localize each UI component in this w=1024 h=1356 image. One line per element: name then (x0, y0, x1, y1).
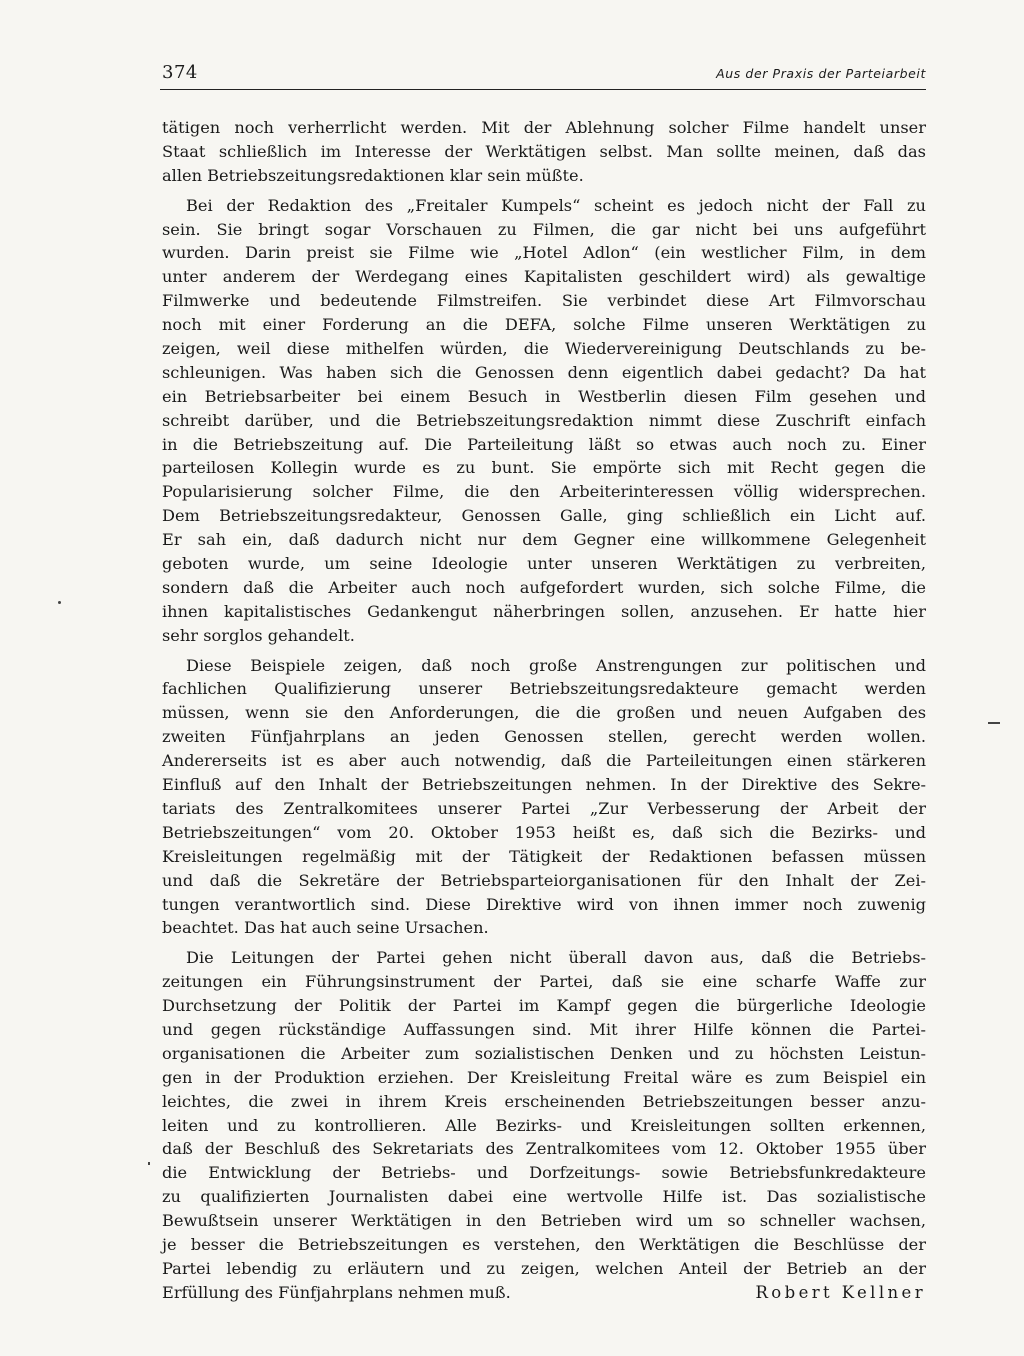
text-line: Einfluß auf den Inhalt der Betriebszeitungen nehmen. In der Direktive des Sekre- (162, 775, 926, 795)
text-line: tungen verantwortlich sind. Diese Direktive wird von ihnen immer noch zuwenig (162, 894, 926, 914)
paragraph (162, 194, 926, 648)
text-line: organisationen die Arbeiter zum sozialistischen Denken und zu höchsten Leistun- (162, 1043, 926, 1063)
text-line: sondern daß die Arbeiter auch noch aufgefordert wurden, sich solche Filme, die (162, 577, 926, 597)
text-line: schreibt darüber, und die Betriebszeitungsredaktion nimmt diese Zuschrift einfach (162, 410, 926, 430)
text-line: Staat schließlich im Interesse der Werktätigen selbst. Man sollte meinen, daß das (162, 141, 926, 161)
text-line: fachlichen Qualifizierung unserer Betriebszeitungsredakteure gemacht werden (162, 679, 926, 699)
text-line: beachtet. Das hat auch seine Ursachen. (162, 918, 489, 938)
text-line: zeigen, weil diese mithelfen würden, die Wiedervereinigung Deutschlands zu be- (162, 339, 926, 359)
margin-dash (988, 722, 1000, 724)
page-number: 374 (162, 62, 198, 83)
text-line: ein Betriebsarbeiter bei einem Besuch in Westberlin diesen Film gesehen und (162, 386, 926, 406)
text-line: unter anderem der Werdegang eines Kapitalisten geschildert wird) als gewaltige (162, 267, 926, 287)
text-line: Dem Betriebszeitungsredakteur, Genossen Galle, ging schließlich ein Licht auf. (162, 506, 926, 526)
text-line: die Entwicklung der Betriebs- und Dorfzeitungs- sowie Betriebsfunkredakteure (162, 1163, 926, 1183)
text-line: Andererseits ist es aber auch notwendig, daß die Parteileitungen einen stärkeren (162, 751, 926, 771)
text-line: Popularisierung solcher Filme, die den Arbeiterinteressen völlig widersprechen. (162, 482, 926, 502)
page-header (162, 62, 926, 92)
text-line: allen Betriebszeitungsredaktionen klar sein müßte. (162, 165, 584, 185)
text-line: und gegen rückständige Auffassungen sind. Mit ihrer Hilfe können die Partei- (162, 1019, 926, 1039)
running-title: Aus der Praxis der Parteiarbeit (716, 66, 926, 81)
text-line: ihnen kapitalistisches Gedankengut näherbringen sollen, anzusehen. Er hatte hier (162, 601, 926, 621)
text-line: tariats des Zentralkomitees unserer Partei „Zur Verbesserung der Arbeit der (162, 798, 926, 818)
text-line: und daß die Sekretäre der Betriebsparteiorganisationen für den Inhalt der Zei- (162, 870, 926, 890)
text-line: Er sah ein, daß dadurch nicht nur dem Gegner eine willkommene Gelegenheit (162, 530, 926, 550)
paragraph (162, 946, 926, 1304)
text-line: geboten wurde, um seine Ideologie unter unseren Werktätigen zu verbreiten, (162, 554, 926, 574)
header-rule (160, 89, 926, 90)
text-line: daß der Beschluß des Sekretariats des Zentralkomitees vom 12. Oktober 1955 über (162, 1139, 926, 1159)
paragraph (162, 116, 926, 188)
text-line: Bewußtsein unserer Werktätigen in den Betrieben wird um so schneller wachsen, (162, 1211, 926, 1231)
text-line: zeitungen ein Führungsinstrument der Partei, daß sie eine scharfe Waffe zur (162, 972, 926, 992)
text-line: Bei der Redaktion des „Freitaler Kumpels“ scheint es jedoch nicht der Fall zu (186, 195, 926, 215)
closing-line (162, 1281, 926, 1305)
text-line: sein. Sie bringt sogar Vorschauen zu Filmen, die gar nicht bei uns aufgeführt (162, 219, 926, 239)
text-line: leiten und zu kontrollieren. Alle Bezirks- und Kreisleitungen sollten erkennen, (162, 1115, 926, 1135)
text-line: Diese Beispiele zeigen, daß noch große Anstrengungen zur politischen und (186, 655, 926, 675)
author-signature: Robert Kellner (755, 1282, 926, 1302)
text-line: in die Betriebszeitung auf. Die Parteileitung läßt so etwas auch noch zu. Einer (162, 434, 926, 454)
text-line: Betriebszeitungen“ vom 20. Oktober 1953 heißt es, daß sich die Bezirks- und (162, 822, 926, 842)
margin-speck (58, 601, 61, 604)
text-line: tätigen noch verherrlicht werden. Mit der Ablehnung solcher Filme handelt unser (162, 118, 926, 137)
text-line: noch mit einer Forderung an die DEFA, solche Filme unseren Werktätigen zu (162, 315, 926, 335)
paragraph (162, 654, 926, 941)
text-line: sehr sorglos gehandelt. (162, 625, 355, 645)
article-body (162, 116, 926, 1305)
text-line: wurden. Darin preist sie Filme wie „Hotel Adlon“ (ein westlicher Film, in dem (162, 243, 926, 263)
text-line: Filmwerke und bedeutende Filmstreifen. Sie verbindet diese Art Filmvorschau (162, 291, 926, 311)
text-line: Durchsetzung der Politik der Partei im Kampf gegen die bürgerliche Ideologie (162, 996, 926, 1016)
text-line: zu qualifizierten Journalisten dabei eine wertvolle Hilfe ist. Das sozialistische (162, 1187, 926, 1207)
text-line: gen in der Produktion erziehen. Der Kreisleitung Freital wäre es zum Beispiel ein (162, 1067, 926, 1087)
text-line: je besser die Betriebszeitungen es verstehen, den Werktätigen die Beschlüsse der (162, 1234, 926, 1254)
text-line: Erfüllung des Fünfjahrplans nehmen muß. (162, 1282, 511, 1302)
text-line: Kreisleitungen regelmäßig mit der Tätigkeit der Redaktionen befassen müssen (162, 846, 926, 866)
margin-speck (148, 1162, 150, 1165)
text-line: Die Leitungen der Partei gehen nicht überall davon aus, daß die Betriebs- (186, 948, 926, 968)
text-line: leichtes, die zwei in ihrem Kreis erscheinenden Betriebszeitungen besser anzu- (162, 1091, 926, 1111)
text-line: Partei lebendig zu erläutern und zu zeigen, welchen Anteil der Betrieb an der (162, 1258, 926, 1278)
text-line: parteilosen Kollegin wurde es zu bunt. Sie empörte sich mit Recht gegen die (162, 458, 926, 478)
text-line: zweiten Fünfjahrplans an jeden Genossen stellen, gerecht werden wollen. (162, 727, 926, 747)
text-line: müssen, wenn sie den Anforderungen, die die großen und neuen Aufgaben des (162, 703, 926, 723)
text-line: schleunigen. Was haben sich die Genossen denn eigentlich dabei gedacht? Da hat (162, 362, 926, 382)
